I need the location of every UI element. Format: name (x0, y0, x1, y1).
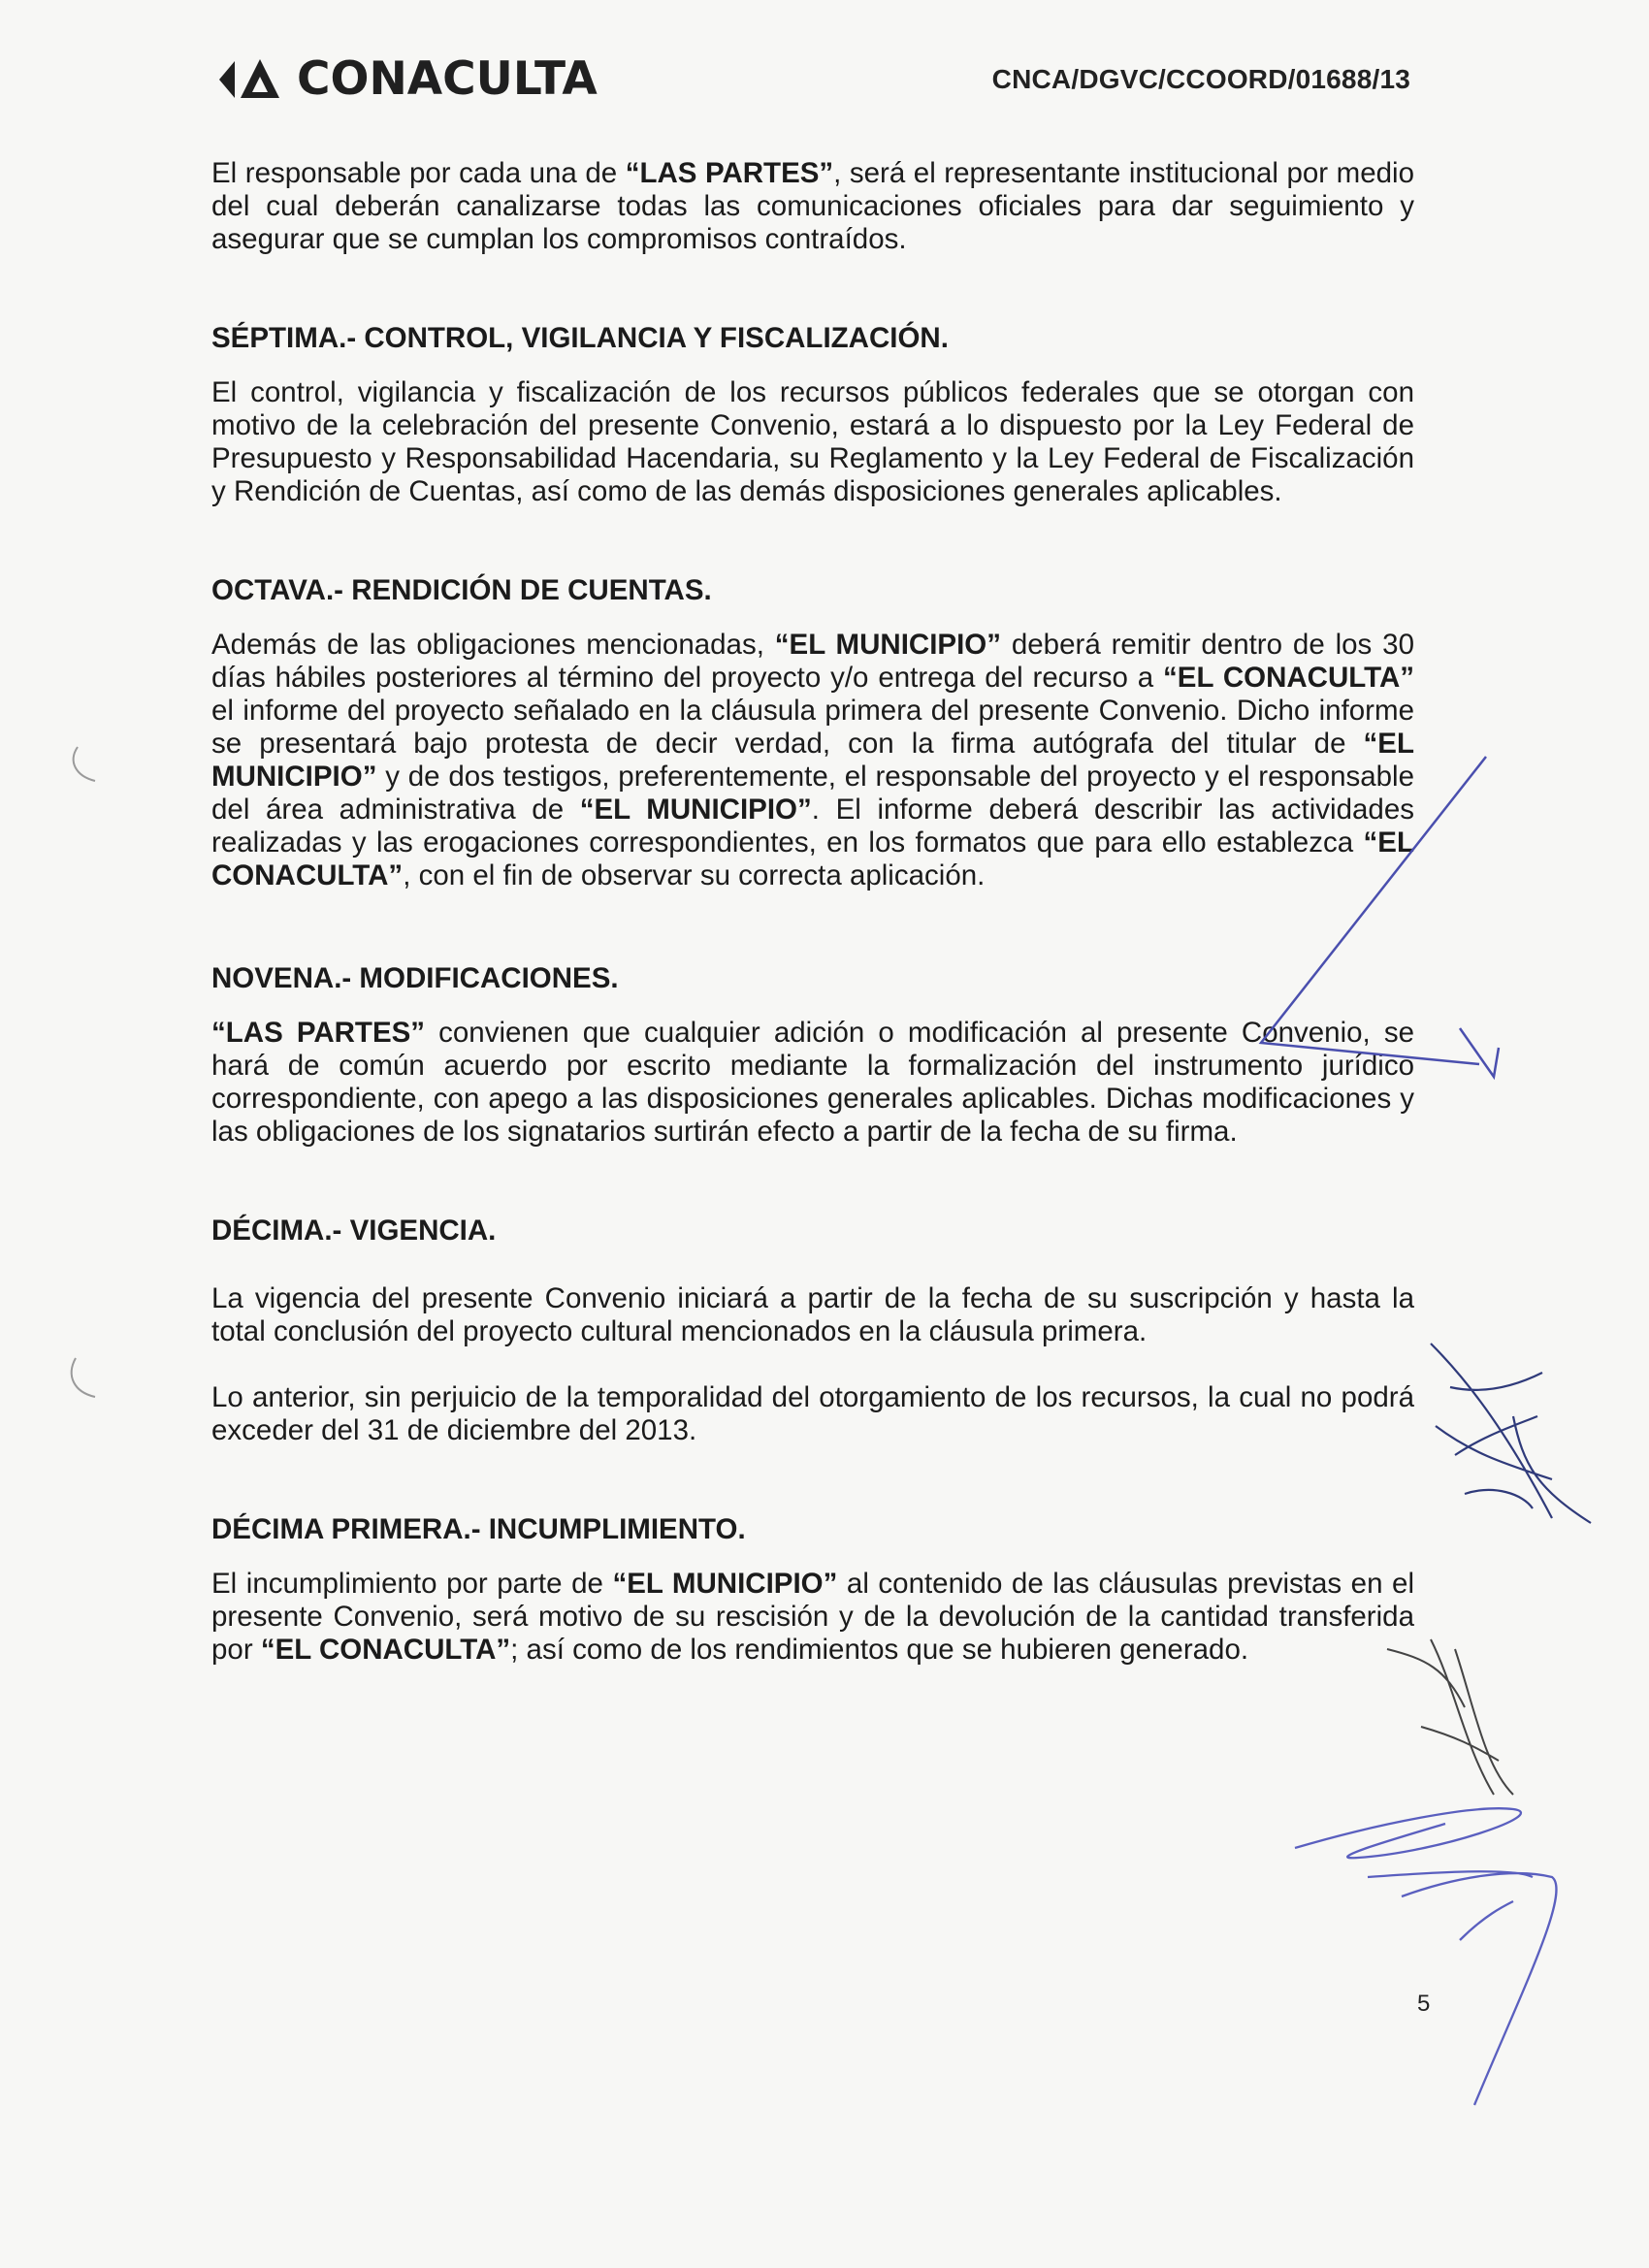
clause-novena-heading: NOVENA.- MODIFICACIONES. (211, 962, 619, 994)
document-body (211, 157, 1414, 1667)
clause-septima-heading: SÉPTIMA.- CONTROL, VIGILANCIA Y FISCALIZACIÓN. (211, 322, 949, 354)
clause-septima-text: El control, vigilancia y fiscalización de los recursos públicos federales que se otorgan con motivo de la celebración del presente Convenio, estará a lo dispuesto por la Ley Federal de Presupuesto y Responsabilidad Hacendaria, su Reglamento y la Ley Federal de Fiscalización y Rendición de Cuentas, así como de las demás disposiciones generales aplicables. (211, 376, 1414, 507)
document-reference: CNCA/DGVC/CCOORD/01688/13 (991, 64, 1410, 94)
page-number: 5 (1417, 1991, 1431, 2017)
signature-initials-1 (1431, 1344, 1591, 1523)
clause-octava-text: Además de las obligaciones mencionadas, “EL MUNICIPIO” deberá remitir dentro de los 30 días hábiles posteriores al término del proyecto y/o entrega del recurso a “EL CONACULTA” el informe del proyecto señalado en la cláusula primera del presente Convenio. Dicho informe se presentará bajo protesta de decir verdad, con la firma autógrafa del titular de “EL MUNICIPIO” y de dos testigos, preferentemente, el responsable del proyecto y el responsable del área administrativa de “EL MUNICIPIO”. El informe deberá describir las actividades realizadas y las erogaciones correspondientes, en los formatos que para ello establezca “EL CONACULTA”, con el fin de observar su correcta aplicación. (211, 629, 1414, 891)
signature-stroke-2 (1460, 1028, 1499, 1077)
margin-mark-2 (72, 1358, 95, 1397)
margin-mark-1 (74, 747, 95, 781)
conaculta-logo (217, 52, 598, 106)
clause-novena-text: “LAS PARTES” convienen que cualquier adición o modificación al presente Convenio, se hará de común acuerdo por escrito mediante la formalización del instrumento jurídico correspondiente, con apego a las disposiciones generales aplicables. Dichas modificaciones y las obligaciones de los signatarios surtirán efecto a partir de la fecha de su firma. (211, 1017, 1414, 1148)
clause-decima-heading: DÉCIMA.- VIGENCIA. (211, 1215, 497, 1247)
conaculta-logo-icon (217, 57, 285, 102)
clause-decima-primera-heading: DÉCIMA PRIMERA.- INCUMPLIMIENTO. (211, 1513, 746, 1545)
clause-decima-text-1: La vigencia del presente Convenio iniciará a partir de la fecha de su suscripción y hasta la total conclusión del proyecto cultural mencionados en la cláusula primera. (211, 1282, 1414, 1347)
clause-decima-text-2: Lo anterior, sin perjuicio de la temporalidad del otorgamiento de los recursos, la cual no podrá exceder del 31 de diciembre del 2013. (211, 1381, 1414, 1446)
logo-text: CONACULTA (297, 52, 598, 106)
clause-decima-primera-text: El incumplimiento por parte de “EL MUNICIPIO” al contenido de las cláusulas previstas en el presente Convenio, será motivo de su rescisión y de la devolución de la cantidad transferida por “EL CONACULTA”; así como de los rendimientos que se hubieren generado. (211, 1568, 1414, 1666)
signature-loop (1295, 1808, 1557, 2105)
clause-octava-heading: OCTAVA.- RENDICIÓN DE CUENTAS. (211, 574, 712, 606)
intro-paragraph: El responsable por cada una de “LAS PARTES”, será el representante institucional por medio del cual deberán canalizarse todas las comunicaciones oficiales para dar seguimiento y asegurar que se cumplan los compromisos contraídos. (211, 157, 1414, 255)
